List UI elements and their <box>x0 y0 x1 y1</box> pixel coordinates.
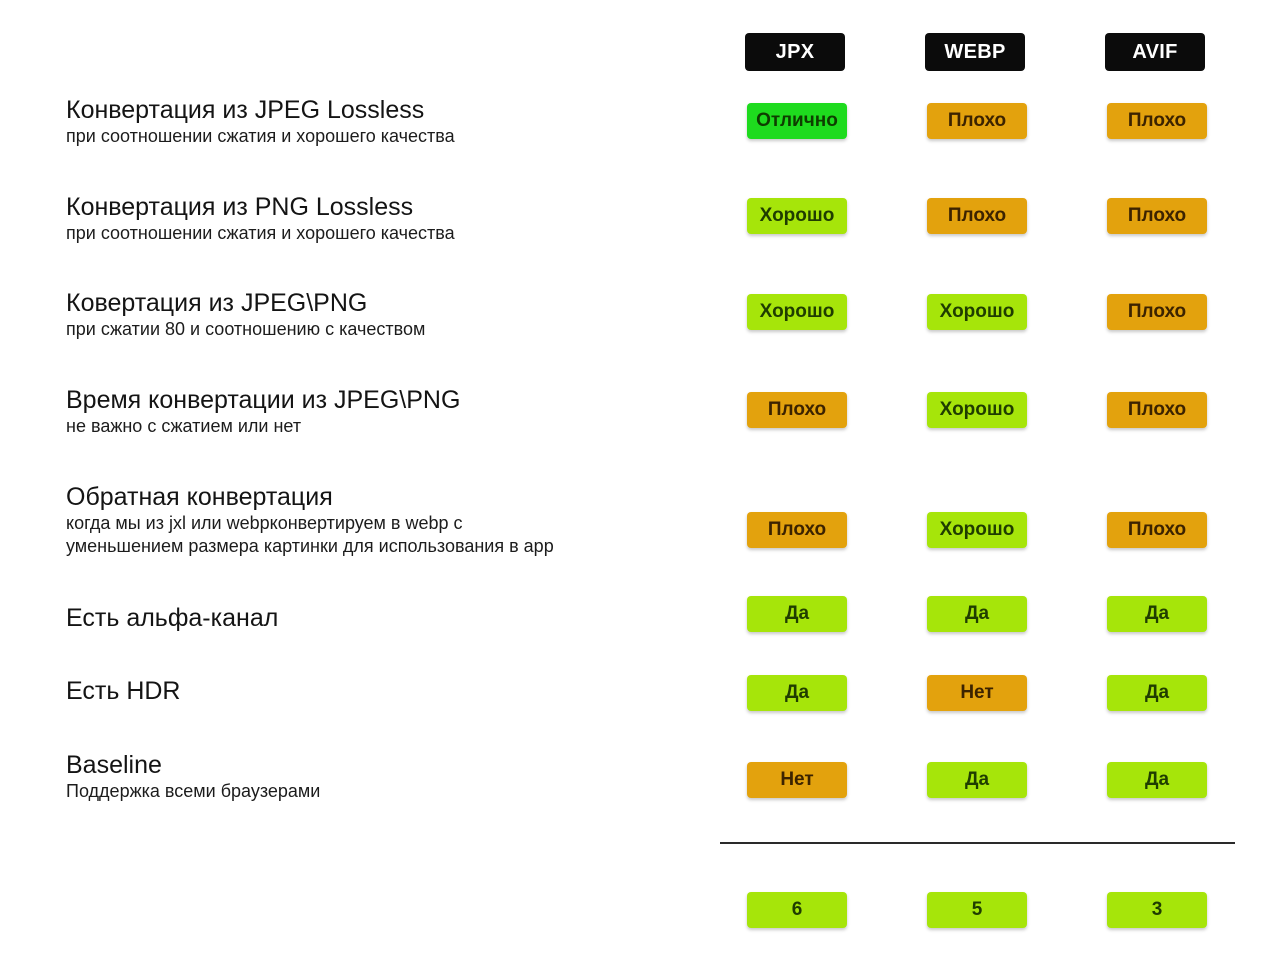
rating-cell-webp: Плохо <box>927 198 1027 234</box>
row-subtitle: при соотношении сжатия и хорошего качества <box>66 126 455 146</box>
rating-cell-jpx: Хорошо <box>747 294 847 330</box>
total-score-avif: 3 <box>1107 892 1207 928</box>
rating-cell-avif: Плохо <box>1107 392 1207 428</box>
row-subtitle: при сжатии 80 и соотношению с качеством <box>66 319 426 339</box>
rating-cell-jpx: Плохо <box>747 512 847 548</box>
totals-divider <box>720 842 1235 844</box>
rating-cell-jpx: Нет <box>747 762 847 798</box>
row-label-conversion-time <box>66 386 706 438</box>
rating-cell-avif: Плохо <box>1107 198 1207 234</box>
row-title: Ковертация из JPEG\PNG <box>66 289 368 317</box>
total-score-jpx: 6 <box>747 892 847 928</box>
total-score-webp: 5 <box>927 892 1027 928</box>
rating-cell-webp: Да <box>927 762 1027 798</box>
row-subtitle: при соотношении сжатия и хорошего качества <box>66 223 455 243</box>
row-label-jpeg-lossless <box>66 96 706 148</box>
row-label-jpeg-png-compression <box>66 289 706 341</box>
row-subtitle: не важно с сжатием или нет <box>66 416 302 436</box>
rating-cell-jpx: Плохо <box>747 392 847 428</box>
rating-cell-webp: Да <box>927 596 1027 632</box>
rating-cell-avif: Плохо <box>1107 103 1207 139</box>
rating-cell-avif: Да <box>1107 675 1207 711</box>
rating-cell-jpx: Хорошо <box>747 198 847 234</box>
row-label-alpha-channel <box>66 604 706 633</box>
row-label-png-lossless <box>66 193 706 245</box>
row-subtitle: уменьшением размера картинки для использования в app <box>66 536 554 556</box>
column-header-jpx: JPX <box>745 33 845 71</box>
row-label-hdr <box>66 677 706 706</box>
column-header-avif: AVIF <box>1105 33 1205 71</box>
rating-cell-avif: Плохо <box>1107 294 1207 330</box>
column-header-webp: WEBP <box>925 33 1025 71</box>
rating-cell-webp: Хорошо <box>927 392 1027 428</box>
rating-cell-jpx: Да <box>747 596 847 632</box>
rating-cell-webp: Хорошо <box>927 512 1027 548</box>
row-label-reverse-conversion <box>66 483 706 558</box>
rating-cell-webp: Плохо <box>927 103 1027 139</box>
rating-cell-avif: Да <box>1107 596 1207 632</box>
row-title: Время конвертации из JPEG\PNG <box>66 386 461 414</box>
row-title: Конвертация из PNG Lossless <box>66 193 414 221</box>
row-label-baseline <box>66 751 706 803</box>
row-title: Baseline <box>66 751 162 779</box>
rating-cell-webp: Нет <box>927 675 1027 711</box>
rating-cell-webp: Хорошо <box>927 294 1027 330</box>
rating-cell-avif: Плохо <box>1107 512 1207 548</box>
rating-cell-avif: Да <box>1107 762 1207 798</box>
row-subtitle: когда мы из jxl или webpконвертируем в webp с <box>66 513 463 533</box>
row-title: Есть HDR <box>66 677 181 705</box>
row-subtitle: Поддержка всеми браузерами <box>66 781 321 801</box>
rating-cell-jpx: Отлично <box>747 103 847 139</box>
rating-cell-jpx: Да <box>747 675 847 711</box>
row-title: Обратная конвертация <box>66 483 333 511</box>
row-title: Конвертация из JPEG Lossless <box>66 96 425 124</box>
row-title: Есть альфа-канал <box>66 604 279 632</box>
